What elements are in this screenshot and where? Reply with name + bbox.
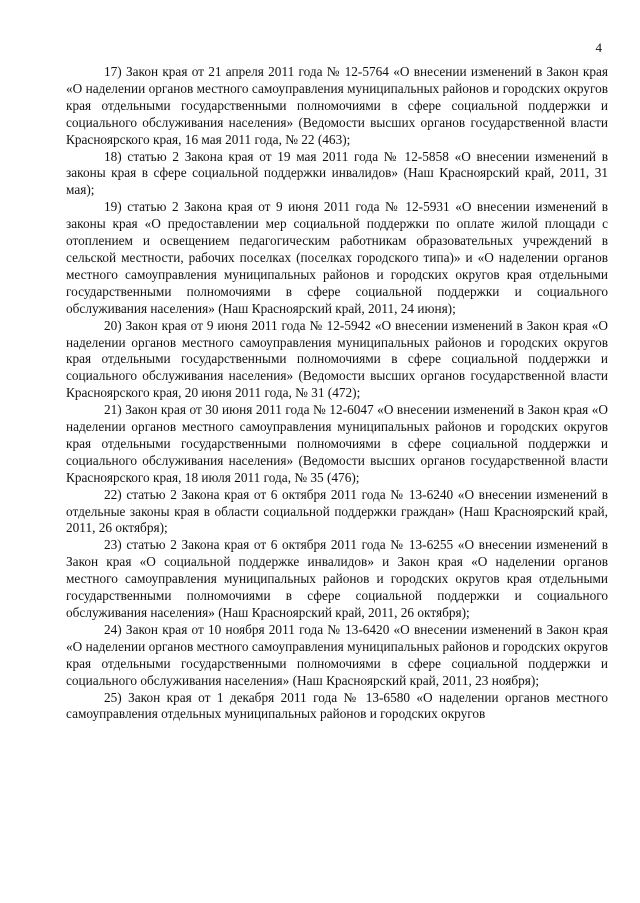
list-item-21: 21) Закон края от 30 июня 2011 года № 12-6047 «О внесении изменений в Закон края «О наделении органов местного самоуправления муниципальных районов и городских округов края отдельными государственными полномочиями в сфере социальной поддержки и социального обслуживания населения» (Ведомости высших органов государственной власти Красноярского края, 18 июля 2011 года, № 35 (476); bbox=[66, 402, 608, 485]
list-item-17: 17) Закон края от 21 апреля 2011 года № 12-5764 «О внесении изменений в Закон края «О наделении органов местного самоуправления муниципальных районов и городских округов края отдельными государственными полномочиями в сфере социальной поддержки и социального обслуживания населения» (Ведомости высших органов государственной власти Красноярского края, 16 мая 2011 года, № 22 (463); bbox=[66, 64, 608, 147]
page-number: 4 bbox=[595, 40, 602, 55]
list-item-19: 19) статью 2 Закона края от 9 июня 2011 года № 12-5931 «О внесении изменений в законы края «О предоставлении мер социальной поддержки по оплате жилой площади с отоплением и освещением педагогическим работникам образовательных учреждений в сельской местности, рабочих поселках (поселках городского типа)» и «О наделении органов местного самоуправления муниципальных районов и городских округов края отдельными государственными полномочиями в сфере социальной поддержки и социального обслуживания населения» (Наш Красноярский край, 2011, 24 июня); bbox=[66, 199, 608, 316]
list-item-18: 18) статью 2 Закона края от 19 мая 2011 года № 12-5858 «О внесении изменений в законы края в сфере социальной поддержки инвалидов» (Наш Красноярский край, 2011, 31 мая); bbox=[66, 148, 608, 198]
list-item-22: 22) статью 2 Закона края от 6 октября 2011 года № 13-6240 «О внесении изменений в отдельные законы края в области социальной поддержки граждан» (Наш Красноярский край, 2011, 26 октября); bbox=[66, 486, 608, 536]
list-item-20: 20) Закон края от 9 июня 2011 года № 12-5942 «О внесении изменений в Закон края «О наделении органов местного самоуправления муниципальных районов и городских округов края отдельными государственными полномочиями в сфере социальной поддержки и социального обслуживания населения» (Ведомости высших органов государственной власти Красноярского края, 20 июня 2011 года, № 31 (472); bbox=[66, 317, 608, 401]
list-item-25: 25) Закон края от 1 декабря 2011 года № 13-6580 «О наделении органов местного самоуправления отдельных муниципальных районов и городских округов bbox=[66, 689, 608, 722]
list-item-24: 24) Закон края от 10 ноября 2011 года № 13-6420 «О внесении изменений в Закон края «О наделении органов местного самоуправления муниципальных районов и городских округов края отдельными государственными полномочиями в сфере социальной поддержки и социального обслуживания населения» (Наш Красноярский край, 2011, 23 ноября); bbox=[66, 621, 608, 688]
document-body bbox=[66, 64, 608, 723]
list-item-23: 23) статью 2 Закона края от 6 октября 2011 года № 13-6255 «О внесении изменений в Закон края «О социальной поддержке инвалидов» и Закон края «О наделении органов местного самоуправления муниципальных районов и городских округов края отдельными государственными полномочиями в сфере социальной поддержки и социального обслуживания населения» (Наш Красноярский край, 2011, 26 октября); bbox=[66, 537, 608, 620]
